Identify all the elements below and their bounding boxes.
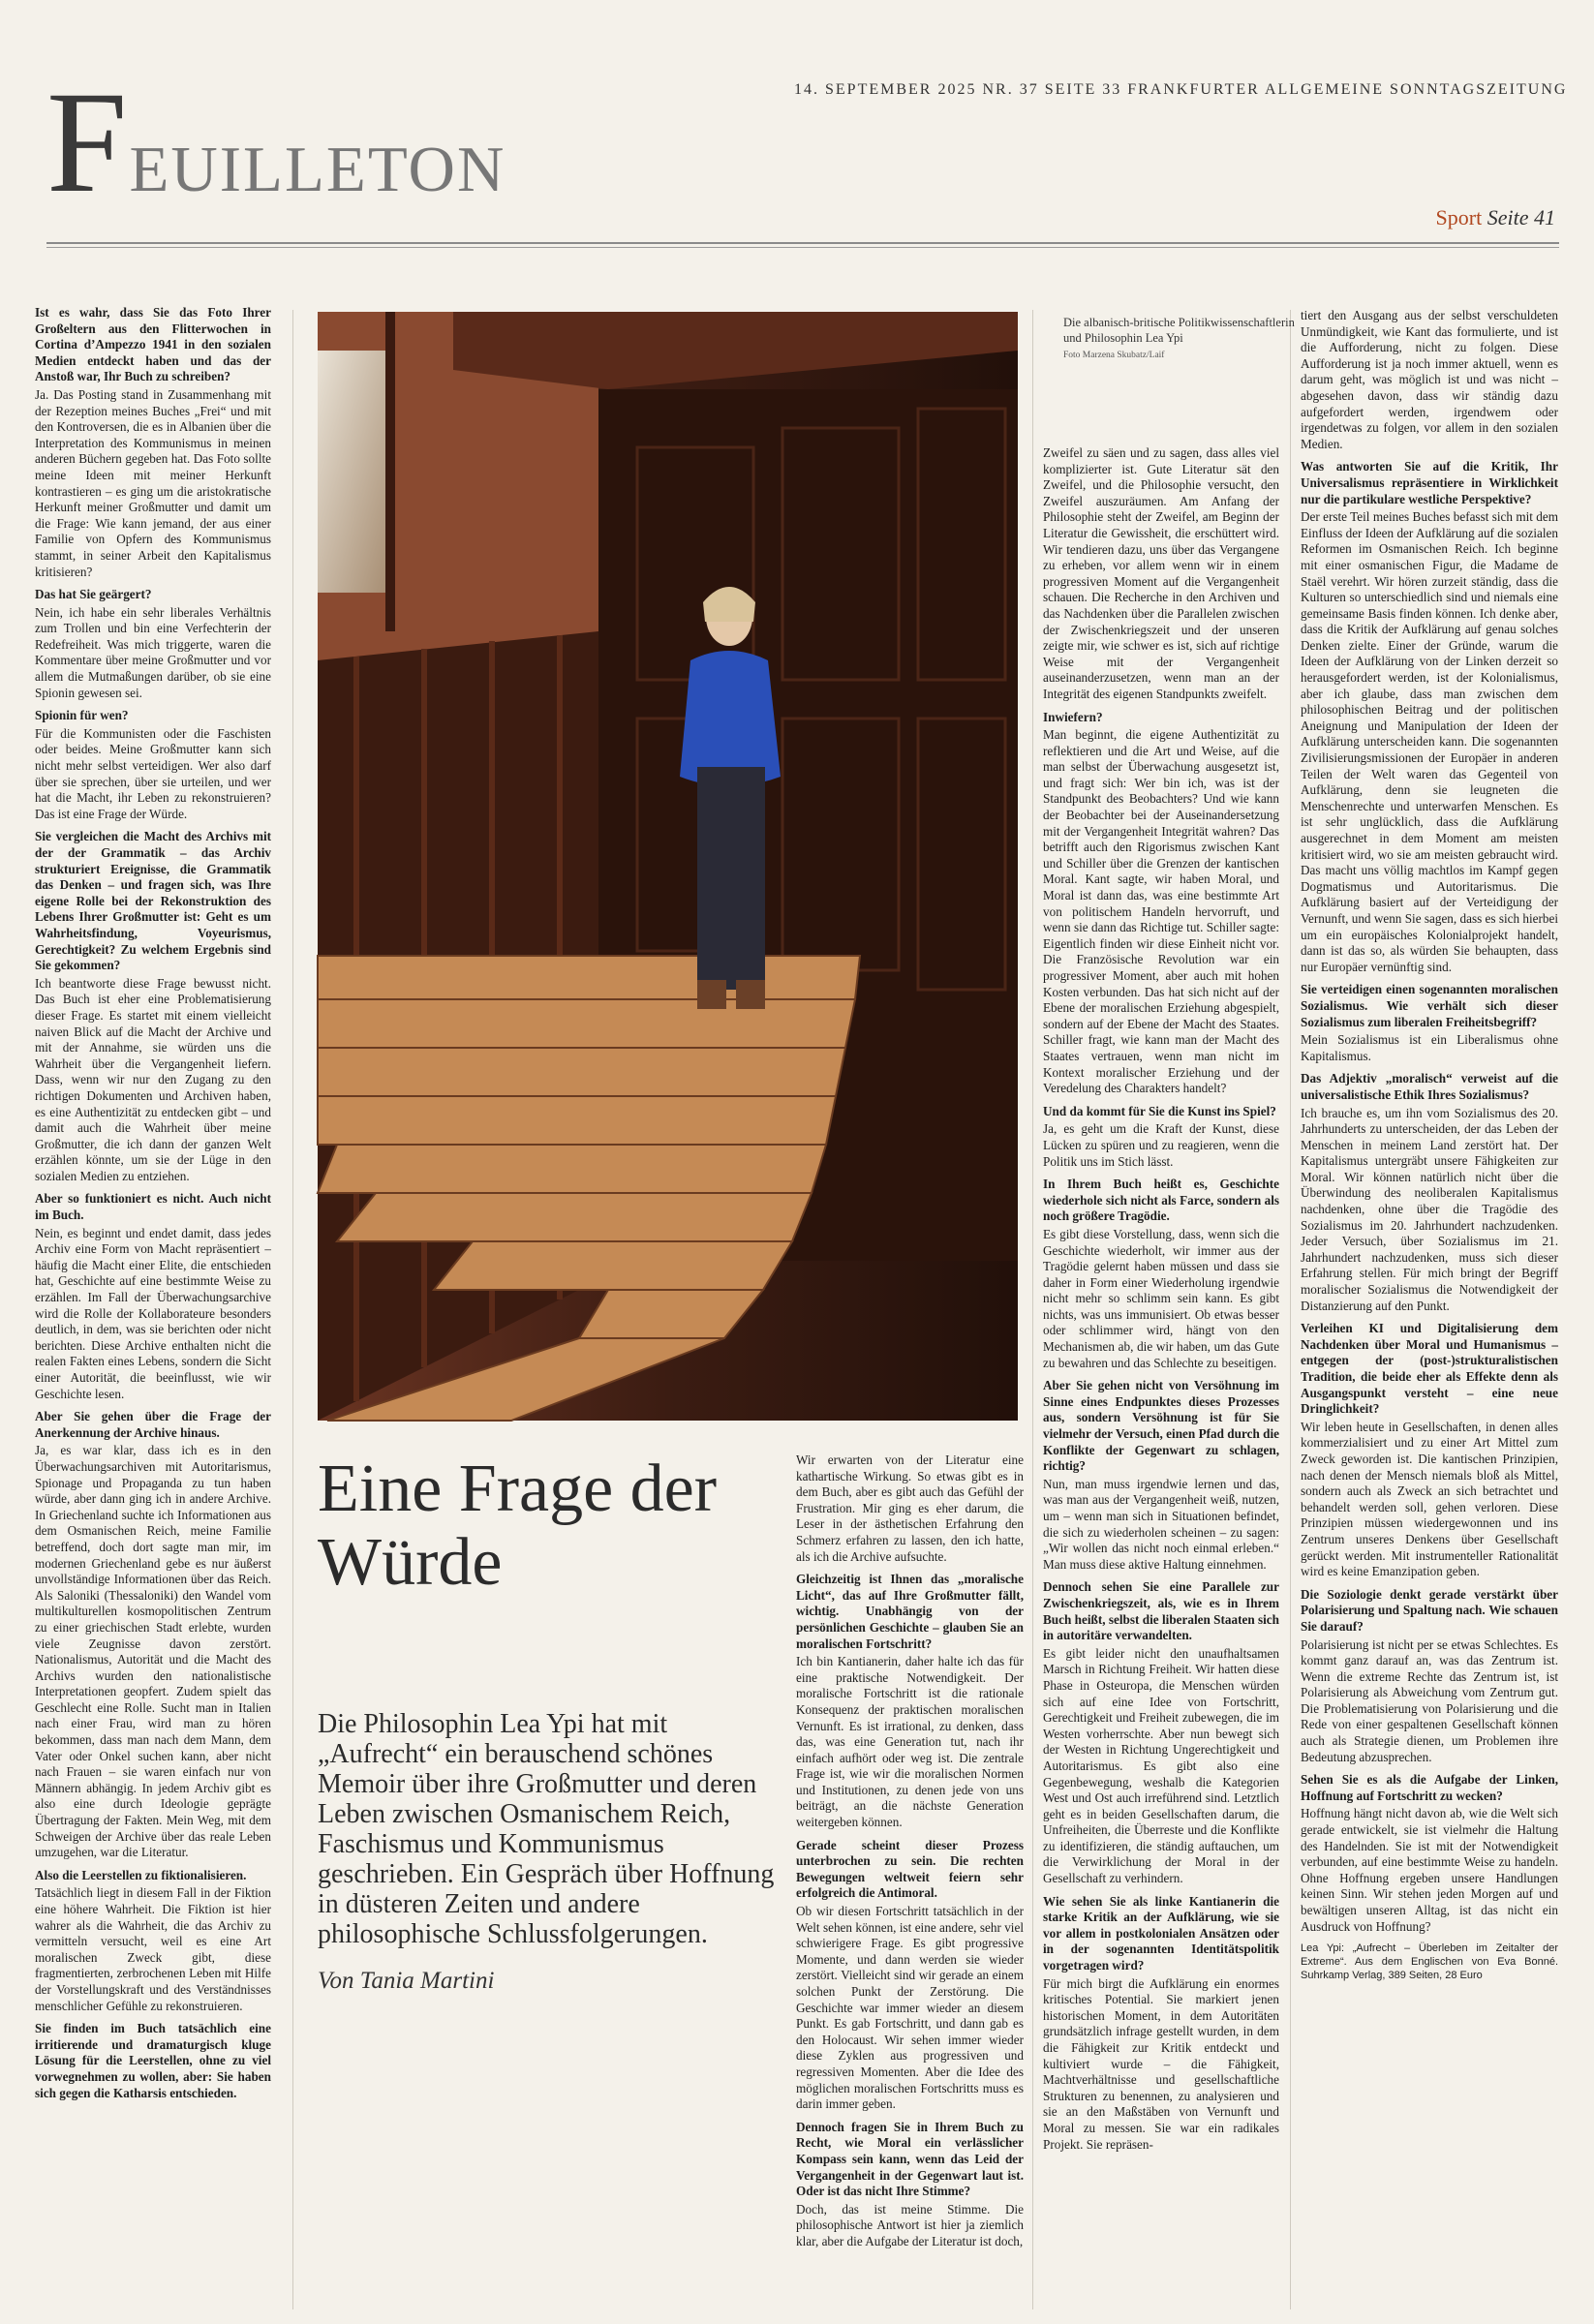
interview-answer: Ich brauche es, um ihn vom Sozialismus des 20. Jahrhunderts zu unterscheiden, der das Leben der Menschen in meinem Land zerstört hat. Der Kapitalismus untergräbt unsere Fähigkeiten zur Moral. Wir können natürlich nicht über die Überwindung des neoliberalen Kapitalismus nachdenken, ohne über die Tragödie des Sozialismus im 20. Jahrhundert nachzudenken. Jeder Versuch, über Sozialismus im 21. Jahrhundert nachzudenken, muss sich dieser Erfahrung stellen. Für mich bringt der Begriff moralischer Sozialismus die Notwendigkeit der Distanzierung auf den Punkt. — [1301, 1105, 1558, 1313]
article-column-5 — [1301, 308, 1558, 2309]
interview-question: In Ihrem Buch heißt es, Geschichte wiederhole sich nicht als Farce, sondern als noch größere Tragödie. — [1043, 1177, 1279, 1224]
interview-answer: Ich bin Kantianerin, daher halte ich das für eine praktische Notwendigkeit. Der moralische Fortschritt ist die rationale Konsequenz der praktischen moralischen Vernunft. Es ist irrational, zu denken, dass das, was eine Generation tut, nach ihr einfach aufhört oder weg ist. Die zentrale Frage ist, wie wir die moralischen Normen und Institutionen, zu denen jede von uns beiträgt, an die nächste Generation weitergeben können. — [796, 1654, 1024, 1830]
interview-answer: Wir erwarten von der Literatur eine kathartische Wirkung. So etwas gibt es in dem Buch, aber es gibt auch das Gefühl der Frustration. Mir ging es eher darum, die Leser in der ästhetischen Erfahrung den Schmerz erfahren zu lassen, den ich hatte, als ich die Archive aufsuchte. — [796, 1452, 1024, 1564]
article-headline: Eine Frage der Würde — [318, 1452, 718, 1600]
interview-answer: Der erste Teil meines Buches befasst sich mit dem Einfluss der Ideen der Aufklärung auf die sozialen Reformen im Osmanischen Reich. Ich beginne mit einer osmanischen Figur, die Madame de Staël verehrt. Wir hören zurzeit ständig, dass die Kulturen so unterschiedlich sind und niemals eine gemeinsame Basis finden können. Ich denke aber, dass die Kritik der Aufklärung auf genau solches Denken zielte. Einer der Gründe, warum die Ideen der Aufklärung von der Linken derzeit so herausgefordert werden, ist der Kolonialismus, aber ich glaube, dass man zwischen dem philosophischen Beitrag und der politischen Aneignung und Manipulation der Ideen der Aufklärung unterscheiden kann. Die sogenannten Zivilisierungsmissionen der Europäer in anderen Teilen der Welt waren das Gegenteil von Aufklärung, denn sie leugneten die Menschenrechte und unterwarfen Menschen. Es ist sehr unglücklich, dass die Aufklärung ausgerechnet in dem Moment am meisten kritisiert wird, wo sie am meisten gebraucht wird. Das macht uns völlig machtlos im Kampf gegen Dogmatismus und Autoritarismus. Die Aufklärung basiert auf der Verteidigung der Vernunft, und wenn Sie sagen, dass es sich hierbei um ein europäisches Kolonialprojekt handelt, dann ist das so, als würden Sie behaupten, dass nur Europäer vernünftig sind. — [1301, 509, 1558, 974]
interview-answer: Doch, das ist meine Stimme. Die philosophische Antwort ist hier ja ziemlich klar, aber die Aufgabe der Literatur ist doch, — [796, 2201, 1024, 2248]
interview-question: Wie sehen Sie als linke Kantianerin die starke Kritik an der Aufklärung, wie sie vor allem in postkolonialen Ansätzen oder in der sogenannten Identitätspolitik vorgetragen wird? — [1043, 1893, 1279, 1973]
interview-answer: tiert den Ausgang aus der selbst verschuldeten Unmündigkeit, wie Kant das formulierte, und ist die Aufforderung, nicht zu folgen. Diese Aufforderung ist ja noch immer aktuell, wenn es darum geht, was möglich ist und was nicht – abgesehen davon, dass wir ständig dazu aufgefordert werden, irgendwem oder irgendetwas zu folgen, vor allem in den sozialen Medien. — [1301, 308, 1558, 451]
cross-reference[interactable] — [1436, 205, 1555, 230]
interview-question: Inwiefern? — [1043, 709, 1103, 724]
article-column-1 — [35, 305, 271, 2309]
interview-answer: Nein, es beginnt und endet damit, dass jedes Archiv eine Form von Macht repräsentiert – häufig die Macht einer Elite, die entschieden hat, Geschichte auf eine bestimmte Weise zu erzählen. Im Fall der Überwachungsarchive wird die Rolle der Kollaborateure besonders deutlich, in dem, was sie berichten oder nicht berichten. Diese Archive enthalten nicht die realen Fakten eines Lebens, sondern die Sicht einer Autorität, die beeinflusst, wie wir Geschichte lesen. — [35, 1225, 271, 1401]
photo-credit: Foto Marzena Skubatz/Laif — [1063, 351, 1165, 360]
interview-question: Dennoch fragen Sie in Ihrem Buch zu Recht, wie Moral ein verlässlicher Kompass sein kann, wenn das Leid der Vergangenheit in der Gegenwart laut ist. Oder ist das nicht Ihre Stimme? — [796, 2119, 1024, 2199]
interview-question: Gleichzeitig ist Ihnen das „moralische Licht“, das auf Ihre Großmutter fällt, wichtig. Unabhängig von der persönlichen Geschichte – glauben Sie an moralischen Fortschritt? — [796, 1572, 1024, 1651]
interview-question: Die Soziologie denkt gerade verstärkt über Polarisierung und Spaltung nach. Wie schauen Sie darauf? — [1301, 1586, 1558, 1634]
interview-question: Also die Leerstellen zu fiktionalisieren. — [35, 1867, 247, 1882]
interview-question: Und da kommt für Sie die Kunst ins Spiel? — [1043, 1103, 1276, 1118]
interview-answer: Tatsächlich liegt in diesem Fall in der Fiktion eine höhere Wahrheit. Die Fiktion ist hier wahrer als die Wahrheit, die das Archiv zu vermitteln versucht, weil es eine Art moralischen Zweck gibt, diese fragmentierten, zerbrochenen Leben mit Hilfe der Vorstellungskraft und des Verständnisses menschlicher Gefühle zu rekonstruieren. — [35, 1885, 271, 2013]
masthead-rule — [46, 242, 1559, 244]
masthead-rule-thin — [46, 247, 1559, 248]
interview-answer: Für die Kommunisten oder die Faschisten oder beides. Meine Großmutter kann sich nicht mehr selbst verteidigen. Wer also darf über sie sprechen, über sie urteilen, und wer hat die Macht, ihr Leben zu rekonstruieren? Das ist eine Frage der Würde. — [35, 725, 271, 821]
interview-answer: Es gibt leider nicht den unaufhaltsamen Marsch in Richtung Freiheit. Wir hatten diese Phase in Osteuropa, die Menschen würden sich auf eine Idee von Fortschritt, Gerechtigkeit und Freiheit zubewegen, die im Westen vorherrschte. Aber nun bewegt sich der Westen in Richtung Ungerechtigkeit und Autoritarismus. Es gibt also eine Gegenbewegung, weshalb die Kategorien West und Ost auch irreführend sind. Letztlich geht es in beiden Gesellschaften darum, die Unfreiheiten, die Überreste und die Konflikte zu identifizieren, die ständig auftauchen, um die Verwirklichung der Moral in der Gesellschaft zu verhindern. — [1043, 1645, 1279, 1886]
column-divider — [1290, 310, 1291, 2309]
interview-question: Sehen Sie es als die Aufgabe der Linken, Hoffnung auf Fortschritt zu wecken? — [1301, 1772, 1558, 1803]
interview-question: Das Adjektiv „moralisch“ verweist auf die universalistische Ethik Ihres Sozialismus? — [1301, 1071, 1558, 1102]
interview-question: Sie finden im Buch tatsächlich eine irritierende und dramaturgisch kluge Lösung für die Leerstellen, ohne zu viel vorwegnehmen zu wollen, aber: Sie haben sich gegen die Katharsis entschieden. — [35, 2021, 271, 2100]
caption-text: Die albanisch-britische Politikwissenschaftlerin und Philosophin Lea Ypi — [1063, 316, 1295, 345]
interview-question: Verleihen KI und Digitalisierung dem Nachdenken über Moral und Humanismus – entgegen der (post-)strukturalistischen Tradition, die beide eher als Effekte denn als Ausgangspunkt versteht – eine neue Dringlichkeit? — [1301, 1321, 1558, 1417]
dateline: 14. SEPTEMBER 2025 NR. 37 SEITE 33 FRANKFURTER ALLGEMEINE SONNTAGSZEITUNG — [794, 81, 1568, 98]
column-divider — [1032, 310, 1033, 2309]
interview-question: Aber Sie gehen über die Frage der Anerkennung der Archive hinaus. — [35, 1409, 271, 1440]
interview-answer: Für mich birgt die Aufklärung ein enormes kritisches Potential. Sie markiert jenen historischen Moment, in dem Autoritäten grundsätzlich infrage gestellt wurden, in dem die Fähigkeit zur Kritik entdeckt und kultiviert wurde – die Fähigkeit, Machtverhältnisse und gesellschaftliche Strukturen zu benennen, zu analysieren und sie an den Maßstäben von Vernunft und Moral zu messen. Sie war ein radikales Projekt. Sie repräsen- — [1043, 1975, 1279, 2152]
interview-question: Sie verteidigen einen sogenannten moralischen Sozialismus. Wie verhält sich dieser Sozialismus zum liberalen Freiheitsbegriff? — [1301, 982, 1558, 1029]
interview-question: Gerade scheint dieser Prozess unterbrochen zu sein. Die rechten Bewegungen weltweit feiern sehr erfolgreich die Antimoral. — [796, 1837, 1024, 1901]
interview-answer: Hoffnung hängt nicht davon ab, wie die Welt sich gerade entwickelt, sie ist vielmehr die Haltung des Handelnden. Sie ist mit der Notwendigkeit verbunden, auf eine bestimmte Weise zu handeln. Ohne Hoffnung ergeben unsere Handlungen keinen Sinn. Wir stehen jeden Morgen auf und bewältigen unseren Alltag, ist das nicht ein Ausdruck von Hoffnung? — [1301, 1806, 1558, 1934]
cross-reference-section: Sport — [1435, 205, 1483, 229]
interview-answer: Ja, es geht um die Kraft der Kunst, diese Lücken zu spüren und zu reagieren, wenn die Politik uns im Stich lässt. — [1043, 1121, 1279, 1169]
cross-reference-page: Seite 41 — [1487, 205, 1555, 229]
interview-answer: Polarisierung ist nicht per se etwas Schlechtes. Es kommt ganz darauf an, was das Zentrum ist. Wenn die extreme Rechte das Zentrum ist, ist Polarisierung als Abweichung vom Zentrum gut. Die Problematisierung von Polarisierung und die Rede von einer gespaltenen Gesellschaft können auch als Strategie dienen, um Problemen ihre Bedeutung abzusprechen. — [1301, 1636, 1558, 1764]
section-title-initial: F — [46, 62, 130, 223]
photo-caption — [1063, 316, 1296, 364]
interview-question: Sie vergleichen die Macht des Archivs mit der der Grammatik – das Archiv strukturiert Ereignisse, die Grammatik das Denken – und fragen sich, was Ihre eigene Rolle bei der Rekonstruktion des Lebens Ihrer Großmutter ist: Geht es um Wahrheitsfindung, Voyeurismus, Gerechtigkeit? Zu welchem Ergebnis sind Sie gekommen? — [35, 829, 271, 973]
interview-answer: Mein Sozialismus ist ein Liberalismus ohne Kapitalismus. — [1301, 1032, 1558, 1063]
interview-answer: Nun, man muss irgendwie lernen und das, was man aus der Vergangenheit weiß, nutzen, um – wenn man sich in Situationen befindet, die sich zu wiederholen scheinen – zu sagen: „Wir wollen das nicht noch einmal erleben.“ Man muss diese aktive Haltung einnehmen. — [1043, 1476, 1279, 1572]
interview-question: Spionin für wen? — [35, 708, 129, 723]
interview-answer: Ich beantworte diese Frage bewusst nicht. Das Buch ist eher eine Problematisierung dieser Frage. Es startet mit einem vielleicht naiven Blick auf die Macht der Archive und mit der Annahme, sie würden uns die Wahrheit über die Vergangenheit liefern. Dass, wenn wir nur den Zugang zu den richtigen Dokumenten und Archiven haben, es eine Authentizität zu entdecken gibt – und damit auch die Wahrheit über meine Großmutter, die ich dann der ganzen Welt erzählen könnte, um sie der Lüge in den sozialen Medien zu entziehen. — [35, 975, 271, 1183]
interview-question: Aber Sie gehen nicht von Versöhnung im Sinne eines Endpunktes dieses Prozesses aus, sondern Versöhnung ist für Sie vielmehr der Versuch, einen Pfad durch die Konflikte der Gegenwart zu schlagen, richtig? — [1043, 1378, 1279, 1474]
interview-answer: Wir leben heute in Gesellschaften, in denen alles kommerzialisiert und zu einer Art Mittel zum Zweck geworden ist. Die kantischen Prinzipien, nach denen der Mensch niemals bloß als Mittel, sondern auch als Zweck an sich betrachtet und behandelt werden soll, gehen verloren. Diese Prinzipien müssen wiedergewonnen und ins Zentrum unseres Denkens über Gesellschaft gerückt werden. Mit instrumenteller Rationalität wird es keine Emanzipation geben. — [1301, 1419, 1558, 1579]
interview-answer: Zweifel zu säen und zu sagen, dass alles viel komplizierter ist. Gute Literatur sät den Zweifel, und die Philosophie versucht, den Zweifel auszuräumen. Am Anfang der Philosophie steht der Zweifel, am Beginn der Literatur die Gewissheit, die erschüttert wird. Wir tendieren dazu, uns über das Vergangene zu erheben, vor allem wenn wir in einem progressiven Moment auf die Vergangenheit schauen. Die Recherche in den Archiven und das Nachdenken über die Parallelen zwischen der Zwischenkriegszeit und der unseren zeigte mir, wie schwer es ist, sich auf richtige Weise mit der Vergangenheit auseinanderzusetzen, wenn man an der Integrität des eigenen Standpunkts zweifelt. — [1043, 445, 1279, 701]
interview-answer: Es gibt diese Vorstellung, dass, wenn sich die Geschichte wiederholt, wir immer aus der Tragödie gelernt haben müssen und dass sie daher in Form einer Wiederholung irgendwie nicht mehr so schlimm sein kann. Es gibt nichts, was uns immunisiert. Ob etwas besser oder schlimmer wird, hängt von den Mechanismen ab, die wir haben, um das Gute zu bewahren und das Schlechte zu beseitigen. — [1043, 1226, 1279, 1370]
interview-question: Aber so funktioniert es nicht. Auch nicht im Buch. — [35, 1191, 271, 1223]
article-deck: Die Philosophin Lea Ypi hat mit „Aufrecht“ ein berauschend schönes Memoir über ihre Großmutter und deren Leben zwischen Osmanischem Reich, Faschismus und Kommunismus geschrieben. Ein Gespräch über Hoffnung in düsteren Zeiten und andere philosophische Schlussfolgerungen. — [318, 1709, 775, 1949]
staircase-image — [318, 312, 1018, 1421]
interview-question: Ist es wahr, dass Sie das Foto Ihrer Großeltern aus den Flitterwochen in Cortina d’Ampezzo 1941 in den sozialen Medien entdeckt haben und das der Anstoß war, Ihr Buch zu schreiben? — [35, 305, 271, 384]
interview-answer: Ja, es war klar, dass ich es in den Überwachungsarchiven mit Autoritarismus, Spionage und Propaganda zu tun haben würde, aber dann ging ich in andere Archive. In Griechenland suchte ich Informationen aus dem Osmanischen Reich, meine Familie betreffend, doch dort sagte man mir, im modernen Griechenland gebe es nur äußerst unvollständige Informationen über das Reich. Als Saloniki (Thessaloniki) den Wandel vom multikulturellen kosmopolitischen Zentrum zu einer griechischen Stadt erlebte, wurden viele Zeugnisse davon zerstört. Nationalismus, Autorität und die Macht des Archivs wurden den nationalistische Interpretationen geopfert. Zudem spielt das Geschlecht eine Rolle. Sucht man in Italien nach einer Frau, wird man zu hören bekommen, dass man nach dem Mann, dem Vater oder Onkel suchen kann, aber nicht nach Frauen – sie waren einfach nur von Männern abhängig. In jedem Archiv gibt es also eine durch Ideologie geprägte Übertragung der Fakten. Mein Weg, mit dem Schweigen der Archive über das reale Leben umzugehen, war die Literatur. — [35, 1443, 271, 1860]
interview-question: Dennoch sehen Sie eine Parallele zur Zwischenkriegszeit, als, wie es in Ihrem Buch heißt, selbst die liberalen Staaten sich in autoritäre verwandelten. — [1043, 1579, 1279, 1643]
section-title — [46, 62, 506, 223]
article-column-4 — [1043, 445, 1279, 2152]
column-divider — [292, 310, 293, 2309]
book-reference: Lea Ypi: „Aufrecht – Überleben im Zeitalter der Extreme“. Aus dem Englischen von Eva Bonné. Suhrkamp Verlag, 389 Seiten, 28 Euro — [1301, 1942, 1558, 1982]
interview-answer: Nein, ich habe ein sehr liberales Verhältnis zum Trollen und bin eine Verfechterin der Redefreiheit. Was mich triggerte, waren die Kommentare über meine Großmutter und vor allem die Mutmaßungen darüber, ob sie eine Spionin gewesen sei. — [35, 604, 271, 700]
interview-answer: Man beginnt, die eigene Authentizität zu reflektieren und die Art und Weise, auf die man selbst der Überwachung ausgesetzt ist, und fragt sich: Wer bin ich, was ist der Standpunkt des Beobachters? Und wie kann der Beobachter bei der Auseinandersetzung mit der Vergangenheit Integrität wahren? Das betrifft auch den Rigorismus zwischen Kant und Schiller über die Grenzen der kantischen Moral. Kant sagte, wir haben Moral, und Moral ist dann das, was eine bestimmte Art von politischem Handeln hervorruft, und wenn sie dann das Richtige tut. Schiller sagte: Eigentlich finden wir diese Einheit nicht vor. Die Französische Revolution war ein progressiver Moment, aber auch mit hohen Kosten verbunden. Das hat sich nicht auf der Ebene der moralischen Erziehung abgespielt, sondern auf der Ebene der Macht des Staates. Schiller fragt, wie kann man der Macht des Staates vertrauen, wenn man nicht im Kontext moralischer Erziehung und der Veredelung des Charakters handelt? — [1043, 727, 1279, 1096]
interview-question: Das hat Sie geärgert? — [35, 587, 152, 602]
interview-answer: Ja. Das Posting stand in Zusammenhang mit der Rezeption meines Buches „Frei“ und mit den Kontroversen, die es in Albanien über die Interpretation des Kommunismus in meinen anderen Büchern gegeben hat. Das Foto sollte meine Ideen mit meiner Herkunft kontrastieren – es ging um die aristokratische Herkunft meiner Großmutter und damit um die Frage: Wie kann jemand, der aus einer Familie von Opfern des Kommunismus stammt, in seiner Arbeit den Kapitalismus kritisieren? — [35, 386, 271, 579]
portrait-photo — [318, 312, 1018, 1421]
interview-question: Was antworten Sie auf die Kritik, Ihr Universalismus repräsentiere in Wirklichkeit nur die partikulare westliche Perspektive? — [1301, 459, 1558, 506]
article-column-3 — [796, 1452, 1024, 2309]
section-title-rest: euilleton — [129, 107, 506, 211]
interview-answer: Ob wir diesen Fortschritt tatsächlich in der Welt sehen können, ist eine andere, sehr viel schwierigere Frage. Es gibt progressive Momente, und dann werden sie wieder zerstört. Vielleicht sind wir gerade an einem solchen Punkt der Zerstörung. Die Geschichte war immer wieder an diesem Punkt. Es gab Fortschritt, und dann gab es den Holocaust. Wir sehen immer wieder diese Zyklen aus progressiven und regressiven Momenten. Aber die Idee des möglichen moralischen Fortschritts muss es darin immer geben. — [796, 1904, 1024, 2112]
article-byline: Von Tania Martini — [318, 1968, 495, 1994]
